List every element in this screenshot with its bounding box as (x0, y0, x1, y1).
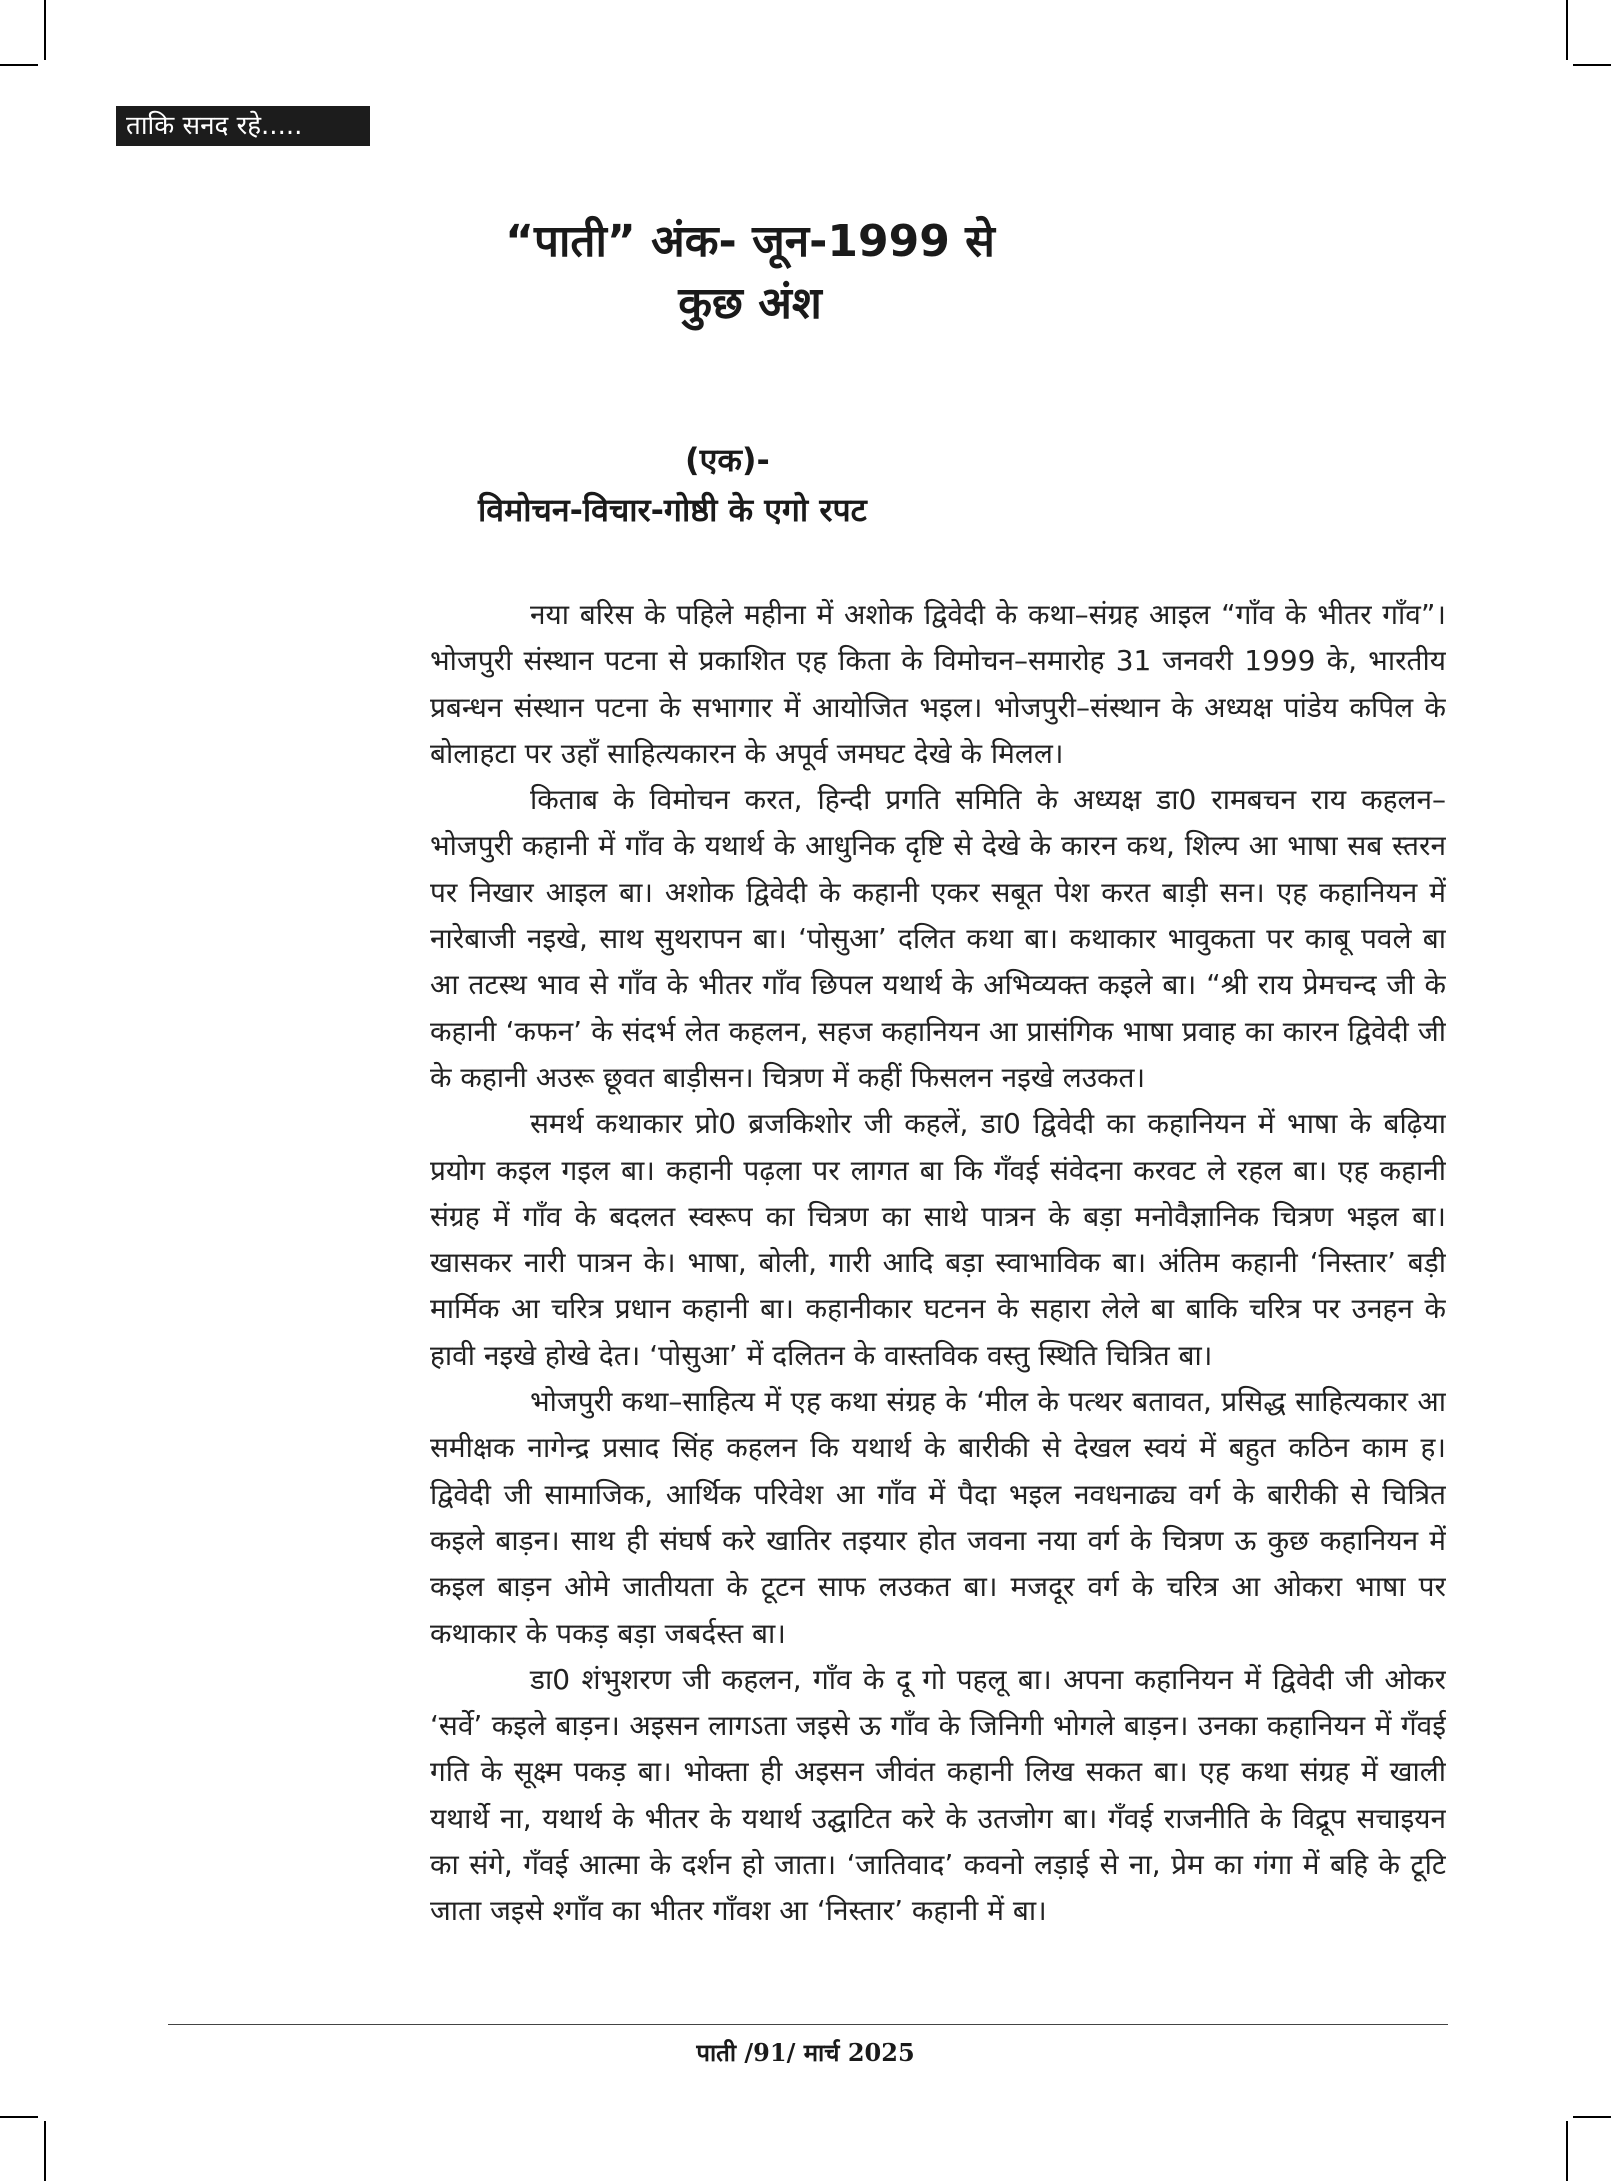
page-footer: पाती /91/ मार्च 2025 (696, 2038, 915, 2067)
crop-mark-top-left (44, 0, 46, 60)
crop-mark-top-right-h (1573, 64, 1611, 66)
crop-mark-bottom-right-h (1573, 2116, 1611, 2118)
paragraph-3: समर्थ कथाकार प्रो0 ब्रजकिशोर जी कहलें, डा0 द्विवेदी का कहानियन में भाषा के बढ़िया प्रयोग कइल गइल बा। कहानी पढ़ला पर लागत बा कि गँवई संवेदना करवट ले रहल बा। एह कहानी संग्रह में गाँव के बदलत स्वरूप का चित्रण का साथे पात्रन के बड़ा मनोवैज्ञानिक चित्रण भइल बा। खासकर नारी पात्रन के। भाषा, बोली, गारी आदि बड़ा स्वाभाविक बा। अंतिम कहानी ‘निस्तार’ बड़ी मार्मिक आ चरित्र प्रधान कहानी बा। कहानीकार घटनन के सहारा लेले बा बाकि चरित्र पर उनहन के हावी नइखे होखे देत। ‘पोसुआ’ में दलितन के वास्तविक वस्तु स्थिति चित्रित बा। (430, 1107, 1446, 1372)
section-number: (एक)- (685, 441, 770, 479)
section-tag: ताकि सनद रहे..... (116, 106, 370, 146)
paragraph-1: नया बरिस के पहिले महीना में अशोक द्विवेदी के कथा–संग्रह आइल “गाँव के भीतर गाँव”। भोजपुरी संस्थान पटना से प्रकाशित एह किता के विमोचन–समारोह 31 जनवरी 1999 के, भारतीय प्रबन्धन संस्थान पटना के सभागार में आयोजित भइल। भोजपुरी–संस्थान के अध्यक्ष पांडेय कपिल के बोलाहटा पर उहाँ साहित्यकारन के अपूर्व जमघट देखे के मिलल। (430, 598, 1446, 770)
paragraph-5: डा0 शंभुशरण जी कहलन, गाँव के दू गो पहलू बा। अपना कहानियन में द्विवेदी जी ओकर ‘सर्वे’ कइले बाड़न। अइसन लागऽता जइसे ऊ गाँव के जिनिगी भोगले बाड़न। उनका कहानियन में गँवई गति के सूक्ष्म पकड़ बा। भोक्ता ही अइसन जीवंत कहानी लिख सकत बा। एह कथा संग्रह में खाली यथार्थे ना, यथार्थ के भीतर के यथार्थ उद्घाटित करे के उतजोग बा। गँवई राजनीति के विद्रूप सचाइयन का संगे, गँवई आत्मा के दर्शन हो जाता। ‘जातिवाद’ कवनो लड़ाई से ना, प्रेम का गंगा में बहि के टूटि जाता जइसे श्गाँव का भीतर गाँवश आ ‘निस्तार’ कहानी में बा। (430, 1662, 1446, 1928)
crop-mark-bottom-right (1566, 2121, 1568, 2181)
page-title-line-1: “पाती” अंक- जून-1999 से (505, 216, 995, 267)
paragraph-4: भोजपुरी कथा–साहित्य में एह कथा संग्रह के ‘मील के पत्थर बतावत, प्रसिद्ध साहित्यकार आ समीक्षक नागेन्द्र प्रसाद सिंह कहलन कि यथार्थ के बारीकी से देखल स्वयं में बहुत कठिन काम ह। द्विवेदी जी सामाजिक, आर्थिक परिवेश आ गाँव में पैदा भइल नवधनाढ्य वर्ग के बारीकी से चित्रित कइले बाड़न। साथ ही संघर्ष करे खातिर तइयार होत जवना नया वर्ग के चित्रण ऊ कुछ कहानियन में कइल बाड़न ओमे जातीयता के टूटन साफ लउकत बा। मजदूर वर्ग के चरित्र आ ओकरा भाषा पर कथाकार के पकड़ बड़ा जबर्दस्त बा। (430, 1385, 1446, 1650)
crop-mark-bottom-left-h (0, 2116, 38, 2118)
page-title-line-2: कुछ अंश (678, 278, 822, 329)
crop-mark-top-right (1566, 0, 1568, 60)
crop-mark-top-left-h (0, 64, 38, 66)
paragraph-2: किताब के विमोचन करत, हिन्दी प्रगति समिति के अध्यक्ष डा0 रामबचन राय कहलन– भोजपुरी कहानी में गाँव के यथार्थ के आधुनिक दृष्टि से देखे के कारन कथ, शिल्प आ भाषा सब स्तरन पर निखार आइल बा। अशोक द्विवेदी के कहानी एकर सबूत पेश करत बाड़ी सन। एह कहानियन में नारेबाजी नइखे, साथ सुथरापन बा। ‘पोसुआ’ दलित कथा बा। कथाकार भावुकता पर काबू पवले बा आ तटस्थ भाव से गाँव के भीतर गाँव छिपल यथार्थ के अभिव्यक्त कइले बा। “श्री राय प्रेमचन्द जी के कहानी ‘कफन’ के संदर्भ लेत कहलन, सहज कहानियन आ प्रासंगिक भाषा प्रवाह का कारन द्विवेदी जी के कहानी अउरू छूवत बाड़ीसन। चित्रण में कहीं फिसलन नइखे लउकत। (430, 783, 1446, 1094)
footer-divider (168, 2024, 1448, 2025)
section-heading: विमोचन-विचार-गोष्ठी के एगो रपट (478, 491, 867, 529)
article-body (430, 592, 1446, 1982)
crop-mark-bottom-left (44, 2121, 46, 2181)
